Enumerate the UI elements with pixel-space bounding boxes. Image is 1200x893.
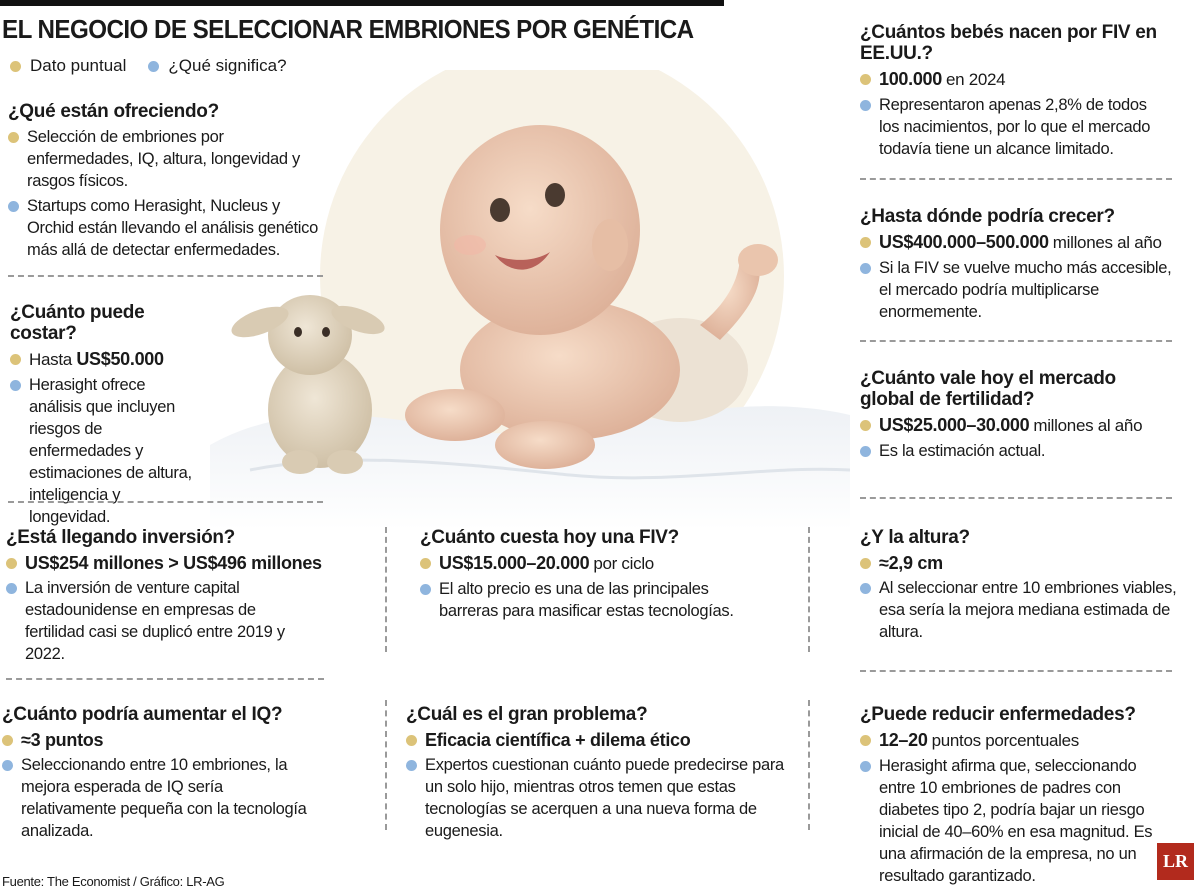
yellow-dot-icon bbox=[2, 735, 13, 746]
meaning-altura-text: Al seleccionar entre 10 embriones viables, esa sería la mejora mediana estimada de altura. bbox=[879, 579, 1177, 641]
fact-costar bbox=[10, 348, 200, 371]
divider bbox=[860, 670, 1172, 672]
yellow-dot-icon bbox=[10, 61, 21, 72]
meaning-ofreciendo bbox=[8, 195, 323, 261]
heading-problema: ¿Cuál es el gran problema? bbox=[406, 704, 648, 725]
heading-ofreciendo: ¿Qué están ofreciendo? bbox=[8, 101, 219, 122]
meaning-altura bbox=[860, 577, 1190, 643]
yellow-dot-icon bbox=[860, 735, 871, 746]
fact-crecer bbox=[860, 231, 1190, 254]
meaning-inversion-text: La inversión de venture capital estadounidense en empresas de fertilidad casi se duplicó entre 2019 y 2022. bbox=[25, 579, 285, 663]
fact-enfermedades-suffix: puntos porcentuales bbox=[931, 731, 1079, 750]
blue-dot-icon bbox=[2, 760, 13, 771]
divider bbox=[860, 178, 1172, 180]
heading-inversion: ¿Está llegando inversión? bbox=[6, 527, 235, 548]
fact-fiv-cost-suffix: por ciclo bbox=[593, 554, 654, 573]
fact-inversion-value: US$254 millones > US$496 millones bbox=[25, 553, 322, 573]
heading-crecer: ¿Hasta dónde podría crecer? bbox=[860, 206, 1115, 227]
legend-meaning-label: ¿Qué significa? bbox=[168, 56, 287, 75]
divider bbox=[8, 501, 323, 503]
section-mercado bbox=[860, 368, 1190, 465]
meaning-iq-text: Seleccionando entre 10 embriones, la mejora esperada de IQ sería relativamente pequeña con la tecnología analizada. bbox=[21, 756, 307, 840]
fact-iq-value: ≈3 puntos bbox=[21, 730, 104, 750]
fact-altura bbox=[860, 552, 1190, 574]
blue-dot-icon bbox=[10, 380, 21, 391]
meaning-bebes-text: Representaron apenas 2,8% de todos los nacimientos, por lo que el mercado todavía tiene un alcance limitado. bbox=[879, 96, 1151, 158]
fact-bebes-value: 100.000 bbox=[879, 69, 942, 89]
blue-dot-icon bbox=[406, 760, 417, 771]
legend-fact bbox=[10, 56, 126, 76]
fact-problema bbox=[406, 729, 796, 751]
meaning-bebes bbox=[860, 94, 1190, 160]
fact-bebes-suffix: en 2024 bbox=[945, 70, 1006, 89]
vertical-divider bbox=[808, 527, 810, 652]
blue-dot-icon bbox=[420, 584, 431, 595]
fact-fiv-cost bbox=[420, 552, 790, 575]
heading-altura: ¿Y la altura? bbox=[860, 527, 970, 548]
meaning-mercado-text: Es la estimación actual. bbox=[879, 442, 1046, 460]
heading-mercado-line1: ¿Cuánto vale hoy el mercado bbox=[860, 368, 1116, 389]
heading-costar: ¿Cuánto puede costar? bbox=[10, 302, 145, 344]
top-rule bbox=[0, 0, 724, 6]
fact-problema-value: Eficacia científica + dilema ético bbox=[425, 730, 691, 750]
section-crecer bbox=[860, 206, 1190, 326]
section-costar bbox=[10, 302, 200, 531]
yellow-dot-icon bbox=[10, 354, 21, 365]
divider bbox=[8, 275, 323, 277]
yellow-dot-icon bbox=[860, 420, 871, 431]
section-enfermedades bbox=[860, 704, 1160, 890]
fact-crecer-value: US$400.000–500.000 bbox=[879, 232, 1049, 252]
legend-fact-label: Dato puntual bbox=[30, 56, 127, 75]
blue-dot-icon bbox=[860, 100, 871, 111]
meaning-costar-text: Herasight ofrece análisis que incluyen riesgos de enfermedades y estimaciones de altura, inteligencia y longevidad. bbox=[29, 376, 192, 526]
meaning-fiv-cost bbox=[420, 578, 790, 622]
fact-mercado bbox=[860, 414, 1190, 437]
yellow-dot-icon bbox=[860, 237, 871, 248]
divider bbox=[860, 340, 1172, 342]
page-title: EL NEGOCIO DE SELECCIONAR EMBRIONES POR GENÉTICA bbox=[2, 14, 694, 44]
yellow-dot-icon bbox=[6, 558, 17, 569]
fact-enfermedades-value: 12–20 bbox=[879, 730, 928, 750]
heading-enfermedades: ¿Puede reducir enfermedades? bbox=[860, 704, 1136, 725]
fact-fiv-cost-value: US$15.000–20.000 bbox=[439, 553, 590, 573]
heading-iq: ¿Cuánto podría aumentar el IQ? bbox=[2, 704, 283, 725]
heading-mercado bbox=[860, 368, 1190, 410]
meaning-iq bbox=[2, 754, 332, 842]
blue-dot-icon bbox=[860, 761, 871, 772]
meaning-mercado bbox=[860, 440, 1190, 462]
source-credit: Fuente: The Economist / Gráfico: LR-AG bbox=[2, 874, 225, 889]
meaning-inversion bbox=[6, 577, 336, 665]
vertical-divider bbox=[385, 527, 387, 652]
fact-costar-value: US$50.000 bbox=[76, 349, 164, 369]
fact-costar-prefix: Hasta bbox=[29, 350, 72, 369]
heading-bebes: ¿Cuántos bebés nacen por FIV en EE.UU.? bbox=[860, 22, 1157, 64]
section-inversion bbox=[6, 527, 336, 668]
blue-dot-icon bbox=[860, 263, 871, 274]
fact-iq bbox=[2, 729, 332, 751]
fact-ofreciendo-text: Selección de embriones por enfermedades, IQ, altura, longevidad y rasgos físicos. bbox=[27, 128, 300, 190]
section-fiv-cost bbox=[420, 527, 790, 625]
blue-dot-icon bbox=[8, 201, 19, 212]
section-ofreciendo bbox=[8, 101, 323, 264]
lr-logo: LR bbox=[1157, 843, 1194, 880]
fact-inversion bbox=[6, 552, 336, 574]
section-problema bbox=[406, 704, 796, 845]
heading-mercado-line2: global de fertilidad? bbox=[860, 389, 1035, 410]
yellow-dot-icon bbox=[8, 132, 19, 143]
section-iq bbox=[2, 704, 332, 845]
fact-altura-value: ≈2,9 cm bbox=[879, 553, 943, 573]
vertical-divider bbox=[808, 700, 810, 830]
yellow-dot-icon bbox=[420, 558, 431, 569]
yellow-dot-icon bbox=[860, 74, 871, 85]
meaning-crecer-text: Si la FIV se vuelve mucho más accesible, el mercado podría multiplicarse enormemente. bbox=[879, 259, 1172, 321]
meaning-ofreciendo-text: Startups como Herasight, Nucleus y Orchid están llevando el análisis genético más allá de detectar enfermedades. bbox=[27, 197, 318, 259]
blue-dot-icon bbox=[860, 446, 871, 457]
meaning-fiv-cost-text: El alto precio es una de las principales barreras para masificar estas tecnologías. bbox=[439, 580, 734, 620]
meaning-enfermedades-text: Herasight afirma que, seleccionando entre 10 embriones de padres con diabetes tipo 2, podría bajar un riesgo inicial de 40–60% en esa magnitud. Es una afirmación de la empresa, no un resultado garantizado. bbox=[879, 757, 1153, 885]
fact-crecer-suffix: millones al año bbox=[1052, 233, 1162, 252]
meaning-crecer bbox=[860, 257, 1190, 323]
yellow-dot-icon bbox=[860, 558, 871, 569]
fact-mercado-suffix: millones al año bbox=[1033, 416, 1143, 435]
vertical-divider bbox=[385, 700, 387, 830]
fact-enfermedades bbox=[860, 729, 1160, 752]
blue-dot-icon bbox=[148, 61, 159, 72]
fact-bebes bbox=[860, 68, 1190, 91]
fact-mercado-value: US$25.000–30.000 bbox=[879, 415, 1030, 435]
meaning-problema-text: Expertos cuestionan cuánto puede predecirse para un solo hijo, mientras otros temen que estas tecnologías se acerquen a una nueva forma de eugenesia. bbox=[425, 756, 784, 840]
meaning-costar bbox=[10, 374, 200, 528]
divider bbox=[6, 678, 324, 680]
yellow-dot-icon bbox=[406, 735, 417, 746]
heading-fiv-cost: ¿Cuánto cuesta hoy una FIV? bbox=[420, 527, 679, 548]
section-altura bbox=[860, 527, 1190, 646]
section-bebes bbox=[860, 22, 1190, 163]
meaning-problema bbox=[406, 754, 796, 842]
fact-ofreciendo bbox=[8, 126, 323, 192]
meaning-enfermedades bbox=[860, 755, 1160, 887]
divider bbox=[860, 497, 1172, 499]
blue-dot-icon bbox=[6, 583, 17, 594]
blue-dot-icon bbox=[860, 583, 871, 594]
